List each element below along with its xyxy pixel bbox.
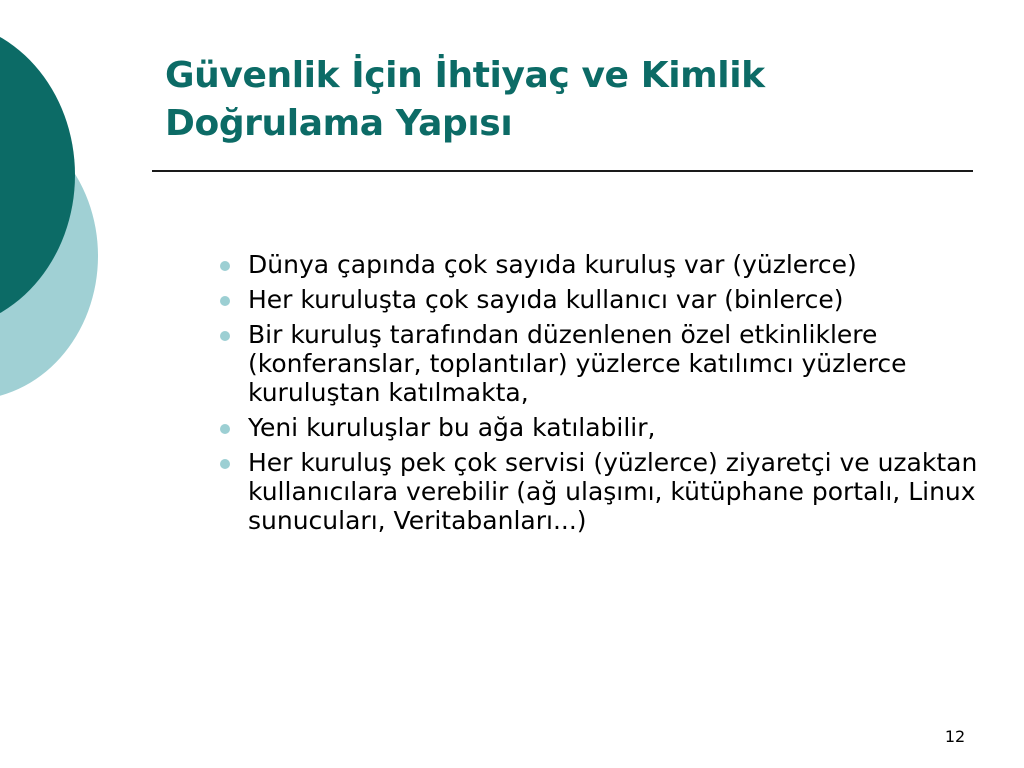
- bullet-text: Yeni kuruluşlar bu ağa katılabilir,: [248, 413, 656, 442]
- slide-title-line-1: Güvenlik İçin İhtiyaç ve Kimlik: [165, 55, 765, 96]
- bullet-item: [220, 448, 980, 535]
- bullet-text: Her kuruluş pek çok servisi (yüzlerce) ziyaretçi ve uzaktan kullanıcılara verebilir (ağ ulaşımı, kütüphane portalı, Linux sunucuları, Veritabanları...): [248, 448, 978, 535]
- page-number: 12: [944, 727, 966, 746]
- bullet-dot-icon: [220, 296, 230, 306]
- title-divider: [152, 170, 973, 172]
- slide-title: [165, 52, 965, 148]
- bullet-dot-icon: [220, 459, 230, 469]
- bullet-dot-icon: [220, 424, 230, 434]
- bullet-dot-icon: [220, 261, 230, 271]
- bullet-text: Dünya çapında çok sayıda kuruluş var (yüzlerce): [248, 250, 857, 279]
- bullet-dot-icon: [220, 331, 230, 341]
- bullet-item: [220, 250, 980, 279]
- bullet-list: [220, 250, 980, 541]
- slide-title-line-2: Doğrulama Yapısı: [165, 103, 513, 144]
- bullet-text: Her kuruluşta çok sayıda kullanıcı var (binlerce): [248, 285, 844, 314]
- bullet-text: Bir kuruluş tarafından düzenlenen özel etkinliklere (konferanslar, toplantılar) yüzlerce katılımcı yüzlerce kuruluştan katılmakta,: [248, 320, 907, 407]
- bullet-item: [220, 320, 980, 407]
- bullet-item: [220, 285, 980, 314]
- bullet-item: [220, 413, 980, 442]
